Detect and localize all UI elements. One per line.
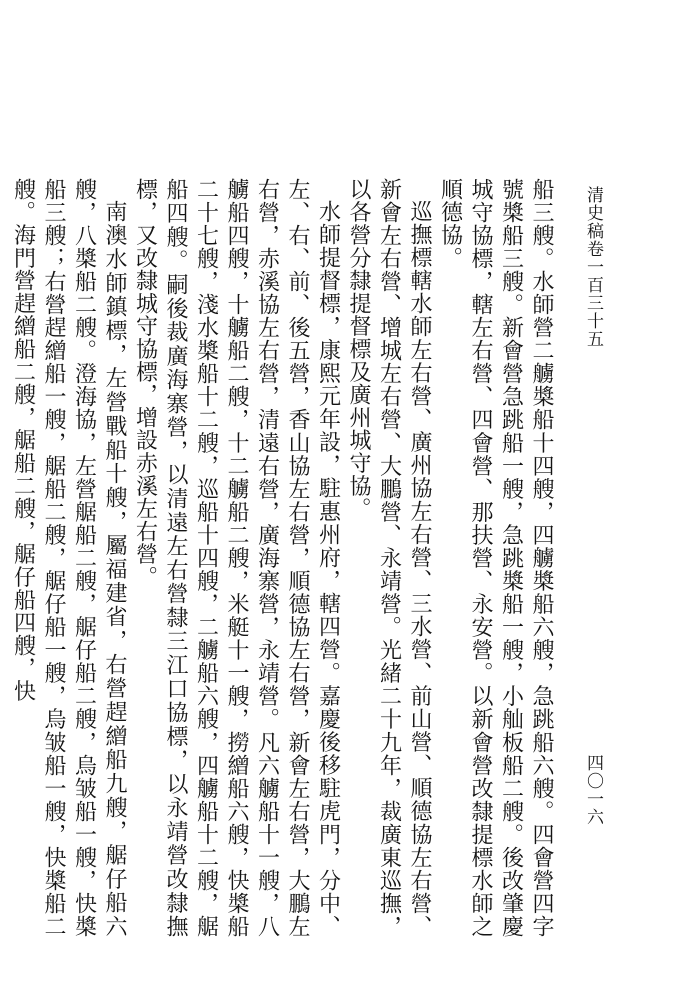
paragraph-1: 船三艘。水師營二艣槳船十四艘，四艣槳船六艘，急跳船六艘。四會營四字號槳船三艘。新會營急跳船一艘，急跳槳船一艘，小舢板船二艘。後改肇慶城守協標，轄左右營、四會營、那扶營、永安營。以新會營改隸提標水師之順德協。 (437, 178, 554, 938)
paragraph-3: 水師提督標，康熙元年設，駐惠州府，轄四營。嘉慶後移駐虎門，分中、左、右、前、後五營，香山協左右營，順德協左右營，新會左右營，大鵬左右營，赤溪協左右營，清遠右營，廣海寨營，永靖營。凡六艣船十一艘，八艣船四艘，十艣船二艘，十二艣船二艘，米艇十一艘，撈繒船六艘，快槳船二十七艘，淺水槳船十二艘，巡船十四艘，二艣船六艘，四艣船十二艘，艍船四艘。嗣後裁廣海寨營，以清遠左右營隸三江口協標，以永靖營改隸撫標，又改隸城守協標，增設赤溪左右營。 (132, 178, 341, 938)
body-text (7, 178, 556, 938)
paragraph-2: 巡撫標轄水師左右營、廣州協左右營、三水營、前山營、順德協左右營、新會左右營、增城左右營、大鵬營、永靖營。光緒二十九年，裁廣東巡撫，以各營分隸提督標及廣州城守協。 (346, 178, 432, 938)
paragraph-4: 南澳水師鎮標，左營戰船十艘，屬福建省，右營趕繒船九艘，艍仔船六艘，八槳船二艘。澄海協，左營艍船二艘，艍仔船二艘，烏皱船一艘，快槳船三艘；右營趕繒船一艘，艍船二艘，艍仔船一艘，烏皱船一艘，快槳船二艘。海門營趕繒船二艘，艍船二艘，艍仔船四艘，快 (10, 178, 127, 938)
page-number: 四〇一六 (583, 754, 603, 826)
book-title-header: 清史稿卷一百三十五 (583, 186, 603, 348)
